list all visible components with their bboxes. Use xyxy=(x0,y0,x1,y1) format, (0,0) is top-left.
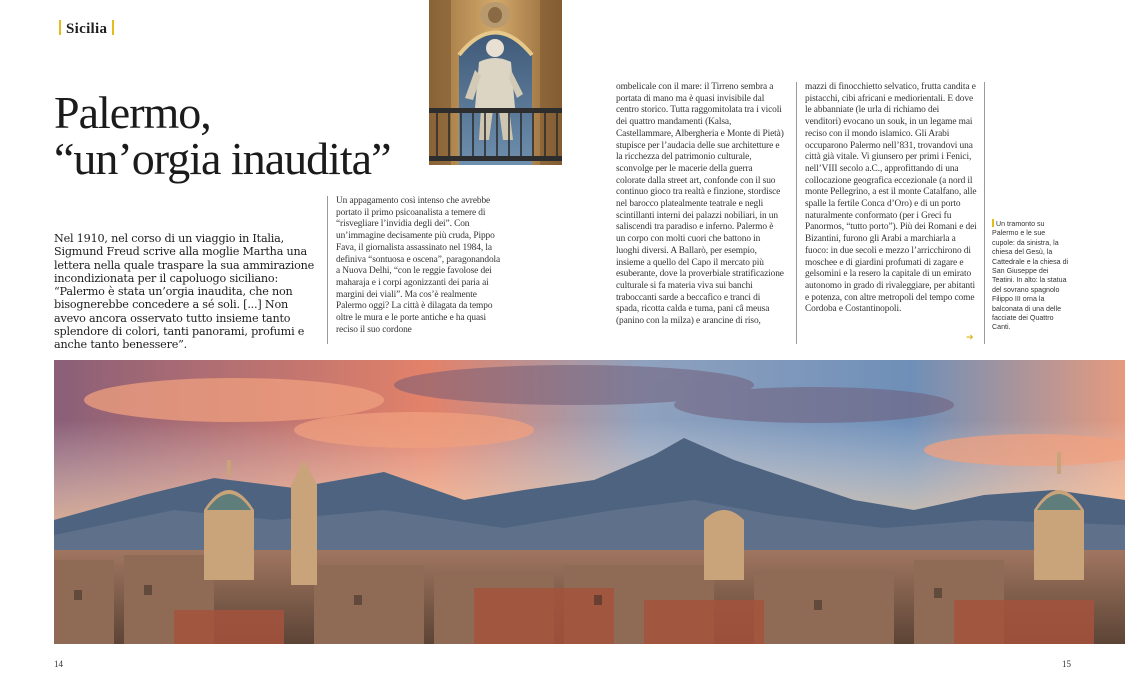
body-column-1: Un appagamento così intenso che avrebbe portato il primo psicoanalista a temere di “risvegliare l’invidia degli dei”. Con un’immagine decisamente più cruda, Pippo Fava, il giornalista assassinato nel 1984, la definiva “sontuosa e oscena”, paragonandola a Nuova Delhi, “con le reggie favolose dei maharaja e i corpi agonizzanti dei paria ai margini dei viali”. Ma cos’è realmente Palermo oggi? La città è dilagata da tempo oltre le mura e le porte antiche e ha quasi reciso il suo cordone xyxy=(336,196,501,335)
column-divider xyxy=(796,82,797,344)
title-line-1: Palermo, xyxy=(54,87,211,138)
page-number-right: 15 xyxy=(1062,659,1071,669)
page-number-left: 14 xyxy=(54,659,63,669)
statue-illustration xyxy=(429,0,562,165)
article-title xyxy=(54,87,391,184)
accent-bar xyxy=(112,20,114,35)
caption-text: Un tramonto su Palermo e le sue cupole: da sinistra, la chiesa del Gesù, la Cattedrale e la chiesa di San Giuseppe dei Teatini. In alto: la statua del sovrano spagnolo Filippo III orna la balconata di una delle facciate dei Quattro Canti. xyxy=(992,220,1069,332)
statue-photo xyxy=(429,0,562,165)
title-line-2: “un’orgia inaudita” xyxy=(54,133,391,184)
palermo-panorama-photo xyxy=(54,360,1125,644)
continue-arrow-icon: ➔ xyxy=(966,333,974,343)
accent-bar xyxy=(59,20,61,35)
panorama-illustration xyxy=(54,360,1125,644)
body-column-3: mazzi di finocchietto selvatico, frutta candita e pistacchi, cibi africani e mediorientali. E dove le abbanniate (le urla di richiamo dei venditori) evocano un souk, in un legame mai reciso con il mondo islamico. Gli Arabi occuparono Palermo nell’831, trovandovi una città già vitale. Vi giunsero per primi i Fenici, nell’VIII secolo a.C., approfittando di una collocazione geografica eccezionale (a nord il monte Pellegrino, a est il monte Catalfano, alle spalle la fertile Conca d’Oro) e di un porto naturalmente conformato (per i Greci fu Panormos, “tutto porto”). Più dei Romani e dei Bizantini, furono gli Arabi a marchiarla a fuoco: in due secoli e mezzo l’arricchirono di moschee e di giardini profumati di zagare e gelsomini e la resero la capitale di un emirato autonomo in grado di rivaleggiare, per abitanti e potenza, con altre metropoli del tempo come Cordoba e Costantinopoli. xyxy=(805,82,977,315)
column-divider xyxy=(984,82,985,344)
body-column-2: ombelicale con il mare: il Tirreno sembra a portata di mano ma è quasi invisibile dal centro storico. Tutta raggomitolata tra i vicoli dei quattro mandamenti (Kalsa, Castellammare, Albergheria e Monte di Pietà) stupisce per l’audacia delle sue architetture e la ricchezza del patrimonio culturale, sconvolge per le macerie della guerra colorate dalla street art, confonde con il suo continuo gioco tra realtà e finzione, stordisce nel barocco platealmente teatrale e negli scintillanti interni dei palazzi nobiliari, in un saliscendi tra paradiso e inferno. Palermo è un corpo con molti cuori che battono in luoghi diversi. A Ballarò, per esempio, insieme a quello del Capo il mercato più esuberante, dove la proverbiale stratificazione culturale si fa materia viva sui banchi traboccanti sarde a beccafico e tranci di spada, ricotta calda e tuma, pani câ meusa (panino con la milza) e arancine di riso, xyxy=(616,82,784,327)
photo-caption xyxy=(992,219,1070,333)
accent-bar xyxy=(992,219,994,227)
column-divider xyxy=(327,196,328,344)
section-tag xyxy=(54,20,119,38)
lead-paragraph: Nel 1910, nel corso di un viaggio in Italia, Sigmund Freud scrive alla moglie Martha una lettera nella quale traspare la sua ammirazione incondizionata per il capoluogo siciliano: “Palermo è stata un’orgia inaudita, che non bisognerebbe concedere a sé soli. [...] Non avevo ancora osservato tutto insieme tanto splendore di colori, tanti panorami, profumi e anche tanto benessere”. xyxy=(54,232,315,352)
section-label: Sicilia xyxy=(66,21,108,37)
